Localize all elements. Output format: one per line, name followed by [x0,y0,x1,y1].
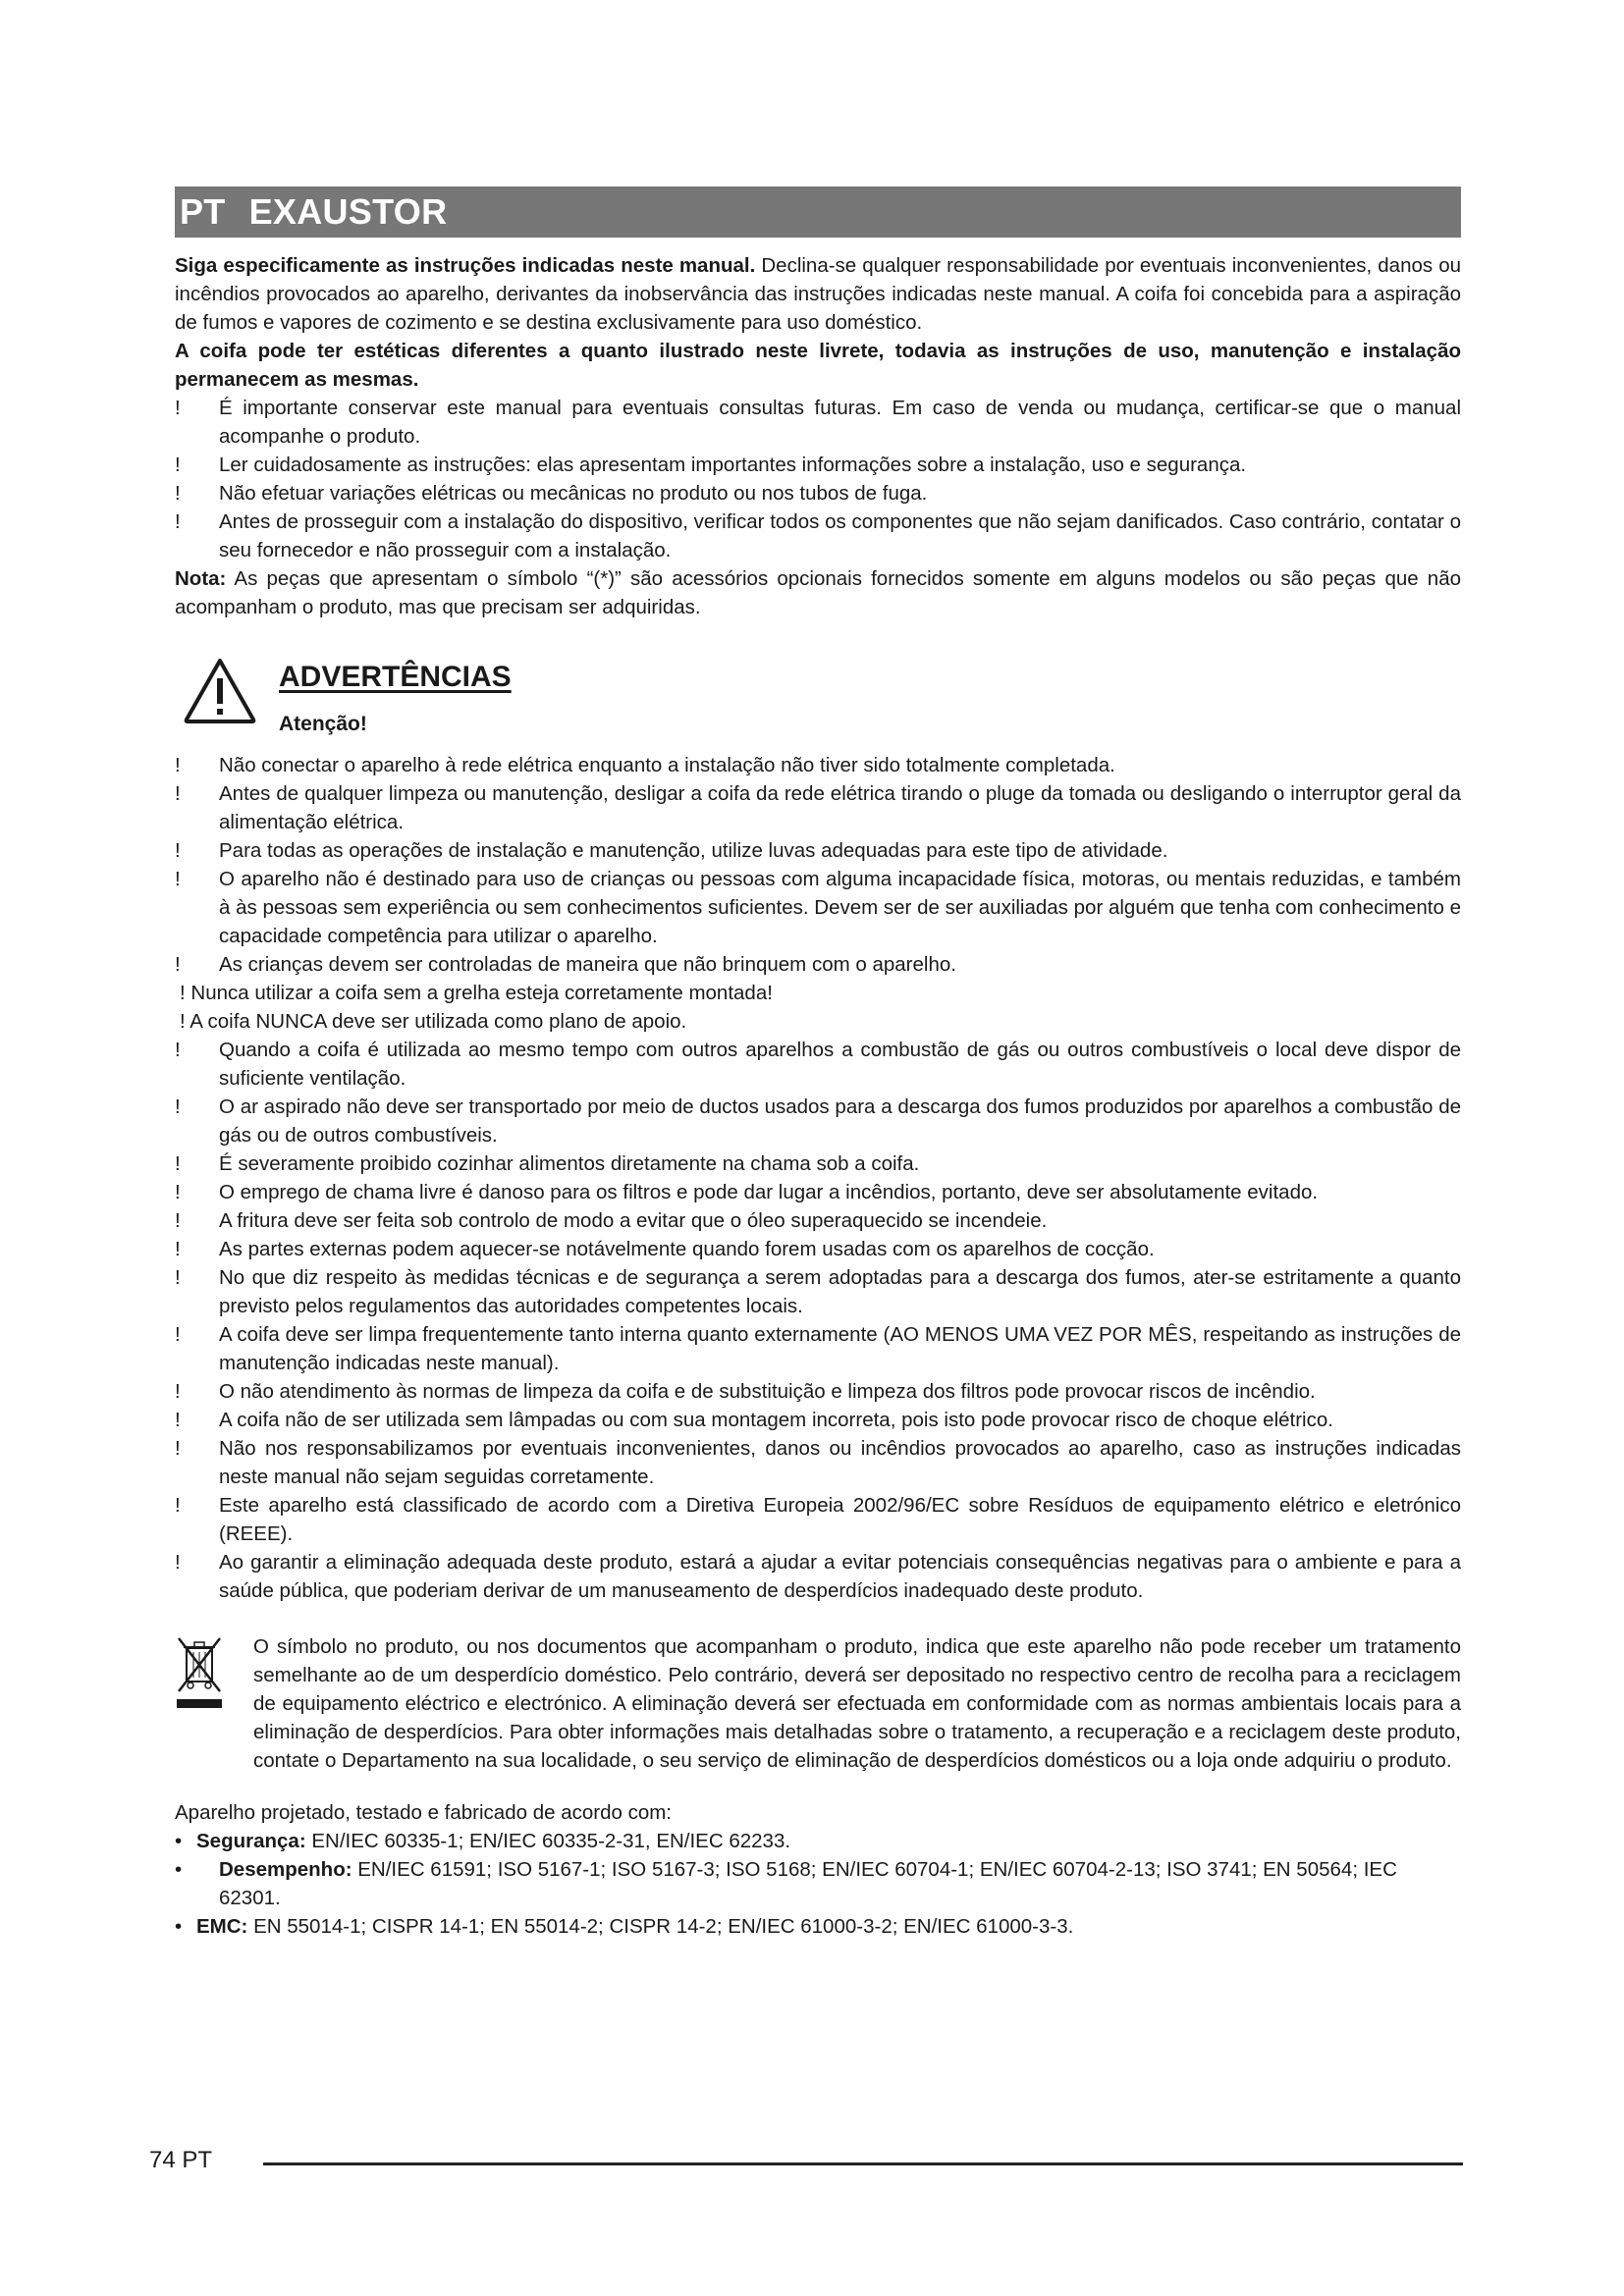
list-marker: ! [175,1266,181,1289]
list-item-text: Não efetuar variações elétricas ou mecânicas no produto ou nos tubos de fuga. [219,482,928,505]
warnings-title: ADVERTÊNCIAS [279,661,512,693]
header-lang: PT [180,191,226,232]
list-marker: ! [175,1039,181,1061]
standards-intro: Aparelho projetado, testado e fabricado de acordo com: [175,1801,672,1824]
list-item-text: Quando a coifa é utilizada ao mesmo tempo com outros aparelhos a combustão de gás ou outros combustíveis o local deve dispor de suficiente ventilação. [219,1039,1461,1090]
list-item-text: O ar aspirado não deve ser transportado por meio de ductos usados para a descarga dos fumos produzidos por aparelhos a combustão de gás ou de outros combustíveis. [219,1095,1461,1147]
list-item-text: A coifa deve ser limpa frequentemente tanto interna quanto externamente (AO MENOS UMA VEZ POR MÊS, respeitando as instruções de manutenção indicadas neste manual). [219,1323,1461,1374]
list-item-text: As partes externas podem aquecer-se notávelmente quando forem usadas com os aparelhos de cocção. [219,1238,1155,1260]
warnings-subtitle: Atenção! [279,713,367,735]
warning-inline-2: ! A coifa NUNCA deve ser utilizada como plano de apoio. [180,1010,687,1033]
bullet-marker: • [175,1915,183,1938]
list-marker: ! [175,397,181,419]
list-item [175,1377,1461,1406]
list-item [175,1263,1461,1320]
standard-text: EN 55014-1; CISPR 14-1; EN 55014-2; CISPR 14-2; EN/IEC 61000-3-2; EN/IEC 61000-3-3. [247,1915,1074,1938]
intro-paragraph [175,251,1461,337]
list-marker: ! [175,1551,181,1574]
note-paragraph [175,564,1461,621]
intro-text: Declina-se qualquer responsabilidade por eventuais inconvenientes, danos ou incêndios provocados ao aparelho, derivantes da inobservância das instruções indicadas neste manual. A coifa foi concebida para a aspiração de fumos e vapores de cozimento e se destina exclusivamente para uso doméstico. [175,254,1461,334]
list-item-text: É importante conservar este manual para eventuais consultas futuras. Em caso de venda ou mudança, certificar-se que o manual acompanhe o produto. [219,397,1461,448]
intro-list [175,394,1461,564]
list-item [175,836,1461,865]
list-marker: ! [175,839,181,862]
list-item-text: A coifa não de ser utilizada sem lâmpadas ou com sua montagem incorreta, pois isto pode provocar risco de choque elétrico. [219,1409,1333,1431]
list-marker: ! [175,1152,181,1175]
intro-bold: Siga especificamente as instruções indicadas neste manual. [175,254,756,277]
list-item-text: O aparelho não é destinado para uso de crianças ou pessoas com alguma incapacidade física, motoras, ou mentais reduzidas, e também à às pessoas sem experiência ou sem conhecimentos suficientes. Devem ser de ser auxiliadas por alguém que tenha com conhecimento e capacidade competência para utilizar o aparelho. [219,868,1461,947]
crossed-bin-icon [175,1634,226,1711]
warnings-list-b [175,1036,1461,1605]
list-item [175,1093,1461,1149]
list-item-text: O não atendimento às normas de limpeza da coifa e de substituição e limpeza dos filtros pode provocar riscos de incêndio. [219,1380,1316,1403]
list-marker: ! [175,1409,181,1431]
list-marker: ! [175,1209,181,1232]
list-marker: ! [175,754,181,776]
list-marker: ! [175,1494,181,1517]
list-marker: ! [175,482,181,505]
list-item [175,865,1461,950]
list-item [175,479,1461,507]
footer-rule [263,2163,1463,2165]
standard-text: EN/IEC 60335-1; EN/IEC 60335-2-31, EN/IEC 62233. [305,1830,791,1852]
weee-text: O símbolo no produto, ou nos documentos que acompanham o produto, indica que este aparelho não pode receber um tratamento semelhante ao de um desperdício doméstico. Pelo contrário, deverá ser depositado no respectivo centro de recolha para a reciclagem de equipamento eléctrico e electrónico. A eliminação deverá ser efectuada em conformidade com as normas ambientais locais para a eliminação de desperdícios. Para obter informações mais detalhadas sobre o tratamento, a recuperação e a reciclagem deste produto, contate o Departamento na sua localidade, o seu serviço de eliminação de desperdícios domésticos ou a loja onde adquiriu o produto. [253,1635,1461,1772]
list-item-text: Ao garantir a eliminação adequada deste produto, estará a ajudar a evitar potenciais consequências negativas para o ambiente e para a saúde pública, que poderiam derivar de um manuseamento de desperdícios inadequado deste produto. [219,1551,1461,1602]
warning-triangle-icon [183,657,257,725]
list-item [175,1178,1461,1206]
list-item [175,1036,1461,1093]
section-header [175,187,1461,238]
standard-item [175,1912,1461,1941]
standard-text: EN/IEC 61591; ISO 5167-1; ISO 5167-3; ISO 5168; EN/IEC 60704-1; EN/IEC 60704-2-13; ISO 3741; EN 50564; IEC 62301. [219,1858,1397,1909]
list-marker: ! [175,1095,181,1118]
list-item-text: Este aparelho está classificado de acordo com a Diretiva Europeia 2002/96/EC sobre Resíduos de equipamento elétrico e eletrónico (REEE). [219,1494,1461,1545]
note-text: As peças que apresentam o símbolo “(*)” são acessórios opcionais fornecidos somente em alguns modelos ou são peças que não acompanham o produto, mas que precisam ser adquiridas. [175,567,1461,618]
list-marker: ! [175,1181,181,1203]
standards-block [175,1798,1461,1941]
bullet-marker: • [175,1858,183,1881]
list-item-text: O emprego de chama livre é danoso para os filtros e pode dar lugar a incêndios, portanto, deve ser absolutamente evitado. [219,1181,1319,1203]
list-item-text: No que diz respeito às medidas técnicas e de segurança a serem adoptadas para a descarga dos fumos, ater-se estritamente a quanto previsto pelos regulamentos das autoridades competentes locais. [219,1266,1461,1317]
list-item [175,394,1461,451]
list-item [175,1434,1461,1491]
list-item-text: Para todas as operações de instalação e manutenção, utilize luvas adequadas para este tipo de atividade. [219,839,1168,862]
list-item-text: É severamente proibido cozinhar alimentos diretamente na chama sob a coifa. [219,1152,920,1175]
intro-bold-paragraph: A coifa pode ter estéticas diferentes a quanto ilustrado neste livrete, todavia as instruções de uso, manutenção e instalação permanecem as mesmas. [175,340,1461,391]
list-marker: ! [175,454,181,476]
list-item [175,1548,1461,1605]
list-item [175,1235,1461,1263]
warnings-list-a [175,751,1461,979]
list-marker: ! [175,782,181,805]
list-marker: ! [175,1323,181,1346]
list-item [175,1320,1461,1377]
list-marker: ! [175,868,181,890]
bullet-marker: • [175,1830,183,1852]
list-marker: ! [175,1437,181,1460]
list-marker: ! [175,953,181,976]
weee-block [175,1632,1461,1775]
list-item [175,507,1461,564]
list-item-text: Antes de qualquer limpeza ou manutenção, desligar a coifa da rede elétrica tirando o pluge da tomada ou desligando o interruptor geral da alimentação elétrica. [219,782,1461,833]
list-marker: ! [175,1380,181,1403]
standard-label: Segurança: [196,1830,306,1852]
note-label: Nota: [175,567,227,590]
list-item [175,451,1461,479]
list-item-text: A fritura deve ser feita sob controlo de modo a evitar que o óleo superaquecido se incendeie. [219,1209,1048,1232]
header-title: EXAUSTOR [248,191,448,232]
list-marker: ! [175,510,181,533]
list-item-text: As crianças devem ser controladas de maneira que não brinquem com o aparelho. [219,953,956,976]
warnings-heading [175,653,1461,751]
standard-item [175,1827,1461,1855]
list-item-text: Não conectar o aparelho à rede elétrica enquanto a instalação não tiver sido totalmente completada. [219,754,1115,776]
list-item [175,779,1461,836]
standards-list [175,1827,1461,1941]
list-item [175,950,1461,979]
list-item [175,751,1461,779]
standard-item [175,1855,1461,1912]
list-item-text: Antes de prosseguir com a instalação do dispositivo, verificar todos os componentes que não sejam danificados. Caso contrário, contatar o seu fornecedor e não prosseguir com a instalação. [219,510,1461,561]
list-item [175,1406,1461,1434]
list-item [175,1206,1461,1235]
standard-label: EMC: [196,1915,248,1938]
list-item [175,1491,1461,1548]
content-body [175,251,1461,1941]
list-item-text: Ler cuidadosamente as instruções: elas apresentam importantes informações sobre a instalação, uso e segurança. [219,454,1247,476]
list-item-text: Não nos responsabilizamos por eventuais inconvenientes, danos ou incêndios provocados ao aparelho, caso as instruções indicadas neste manual não sejam seguidas corretamente. [219,1437,1461,1488]
list-marker: ! [175,1238,181,1260]
warning-inline-1: ! Nunca utilizar a coifa sem a grelha esteja corretamente montada! [180,982,773,1004]
page-number: 74 PT [149,2147,213,2173]
list-item [175,1149,1461,1178]
standard-label: Desempenho: [219,1858,352,1881]
